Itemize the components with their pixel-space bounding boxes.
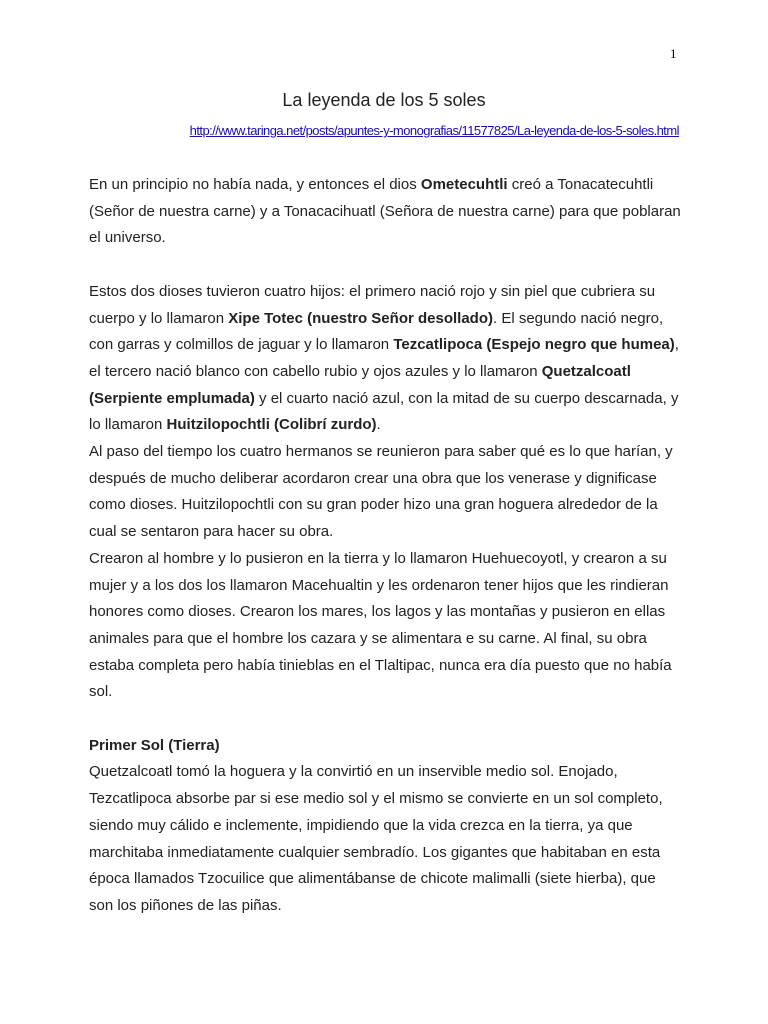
paragraph-creation: Crearon al hombre y lo pusieron en la tierra y lo llamaron Huehuecoyotl, y crearon a su mujer y a los dos los llamaron Macehualtin y les ordenaron tener hijos que les rindieran honores como dioses. Crearon los mares, los lagos y las montañas y pusieron en ellas animales para que el hombre los cazara y se alimentara e su carne. Al final, su obra estaba completa pero había tinieblas en el Tlaltipac, nunca era día puesto que no había sol. (89, 549, 672, 701)
section-heading-primer-sol (89, 733, 683, 760)
paragraph-intro (89, 172, 683, 252)
bold-name: Huitzilopochtli (Colibrí zurdo) (166, 416, 377, 434)
paragraph-text: y el cuarto nació azul, con la mitad de su cuerpo descarnada, y lo llamaron (89, 389, 679, 434)
document-body (89, 172, 683, 920)
source-link[interactable]: http://www.taringa.net/posts/apuntes-y-monografias/11577825/La-leyenda-de-los-5-soles.html (189, 123, 679, 138)
bold-name: Tezcatlipoca (Espejo negro que humea) (393, 336, 675, 354)
paragraph-hoguera: Al paso del tiempo los cuatro hermanos se reunieron para saber qué es lo que harían, y después de mucho deliberar acordaron crear una obra que los venerase y dignificase como dioses. Huitzilopochtli con su gran poder hizo una gran hoguera alrededor de la cual se sentaron para hacer su obra. (89, 443, 673, 541)
heading-text: Primer Sol (Tierra) (89, 736, 220, 754)
document-title: La leyenda de los 5 soles (282, 90, 486, 110)
paragraph-text: Estos dos dioses tuvieron cuatro hijos: el primero nació rojo y sin piel que cubriera su cuerpo y lo llamaron (89, 282, 656, 327)
bold-name: Xipe Totec (nuestro Señor desollado) (228, 309, 493, 327)
paragraph-four-sons (89, 279, 683, 439)
paragraph-text: . (376, 416, 381, 434)
bold-name: Ometecuhtli (420, 176, 508, 193)
page-number: 1 (670, 46, 677, 61)
paragraph-text: . El segundo nació negro, con garras y colmillos de jaguar y lo llamaron (89, 309, 664, 354)
paragraph-primer-sol: Quetzalcoatl tomó la hoguera y la convirtió en un inservible medio sol. Enojado, Tezcatlipoca absorbe par si ese medio sol y el mismo se convierte en un sol completo, siendo muy cálido e inclemente, impidiendo que la vida crezca en la tierra, ya que marchitaba inmediatamente cualquier sembradío. Los gigantes que habitaban en esta época llamados Tzocuilice que alimentábanse de chicote malimalli (siete hierba), que son los piñones de las piñas. (89, 763, 663, 914)
paragraph-text: creó a Tonacatecuhtli (Señor de nuestra carne) y a Tonacacihuatl (Señora de nuestra carne) para que poblaran el universo. (89, 176, 681, 247)
paragraph-text: , el tercero nació blanco con cabello rubio y ojos azules y lo llamaron (89, 336, 679, 380)
bold-name: Quetzalcoatl (Serpiente emplumada) (89, 362, 631, 407)
paragraph-text: En un principio no había nada, y entonces el dios (89, 176, 421, 193)
